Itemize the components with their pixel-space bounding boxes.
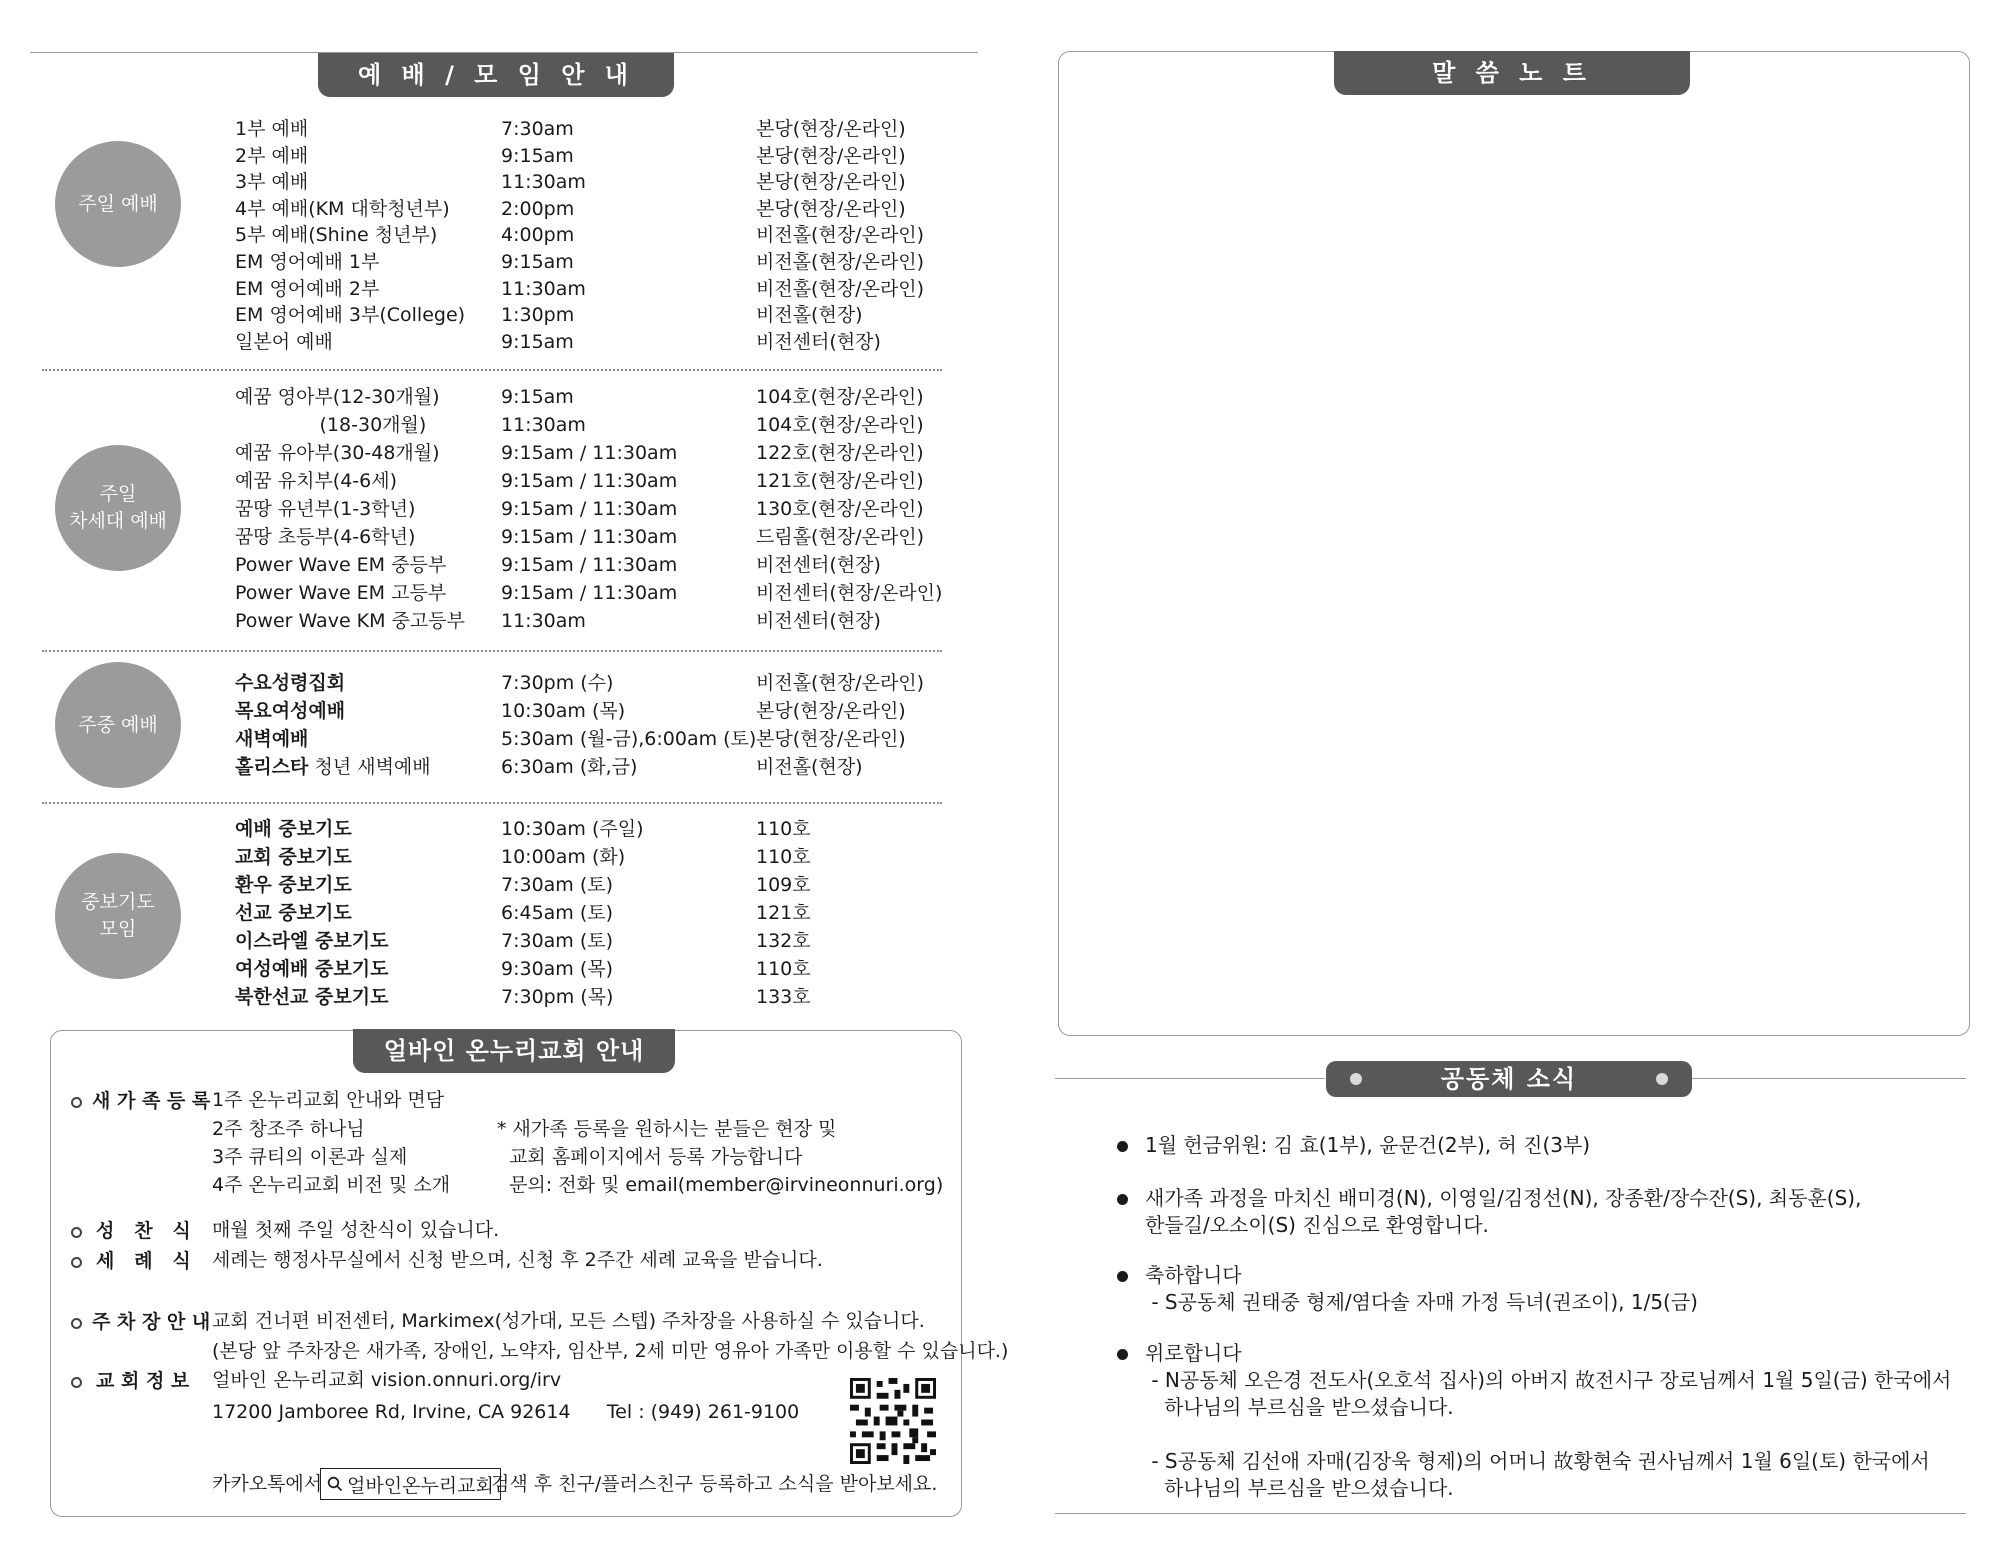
news-line: 하나님의 부르심을 받으셨습니다. — [1145, 1395, 1454, 1419]
community-news-title — [1326, 1061, 1692, 1097]
schedule-time: 9:15am / 11:30am — [501, 470, 678, 492]
schedule-name: 환우 중보기도 — [235, 874, 352, 896]
schedule-name: 북한선교 중보기도 — [235, 986, 389, 1008]
schedule-place: 본당(현장/온라인) — [756, 700, 906, 722]
section-label-sunday — [55, 141, 181, 267]
baptism-text: 세례는 행정사무실에서 신청 받으며, 신청 후 2주간 세례 교육을 받습니다. — [212, 1249, 823, 1271]
title-dot-right — [1656, 1073, 1668, 1085]
schedule-time: 7:30am — [501, 118, 574, 140]
divider-1 — [42, 369, 942, 371]
schedule-place: 드림홀(현장/온라인) — [756, 526, 925, 548]
schedule-place: 본당(현장/온라인) — [756, 728, 906, 750]
schedule-place: 비전홀(현장/온라인) — [756, 251, 925, 273]
schedule-name: 일본어 예배 — [235, 330, 333, 353]
schedule-time: 11:30am — [501, 414, 586, 436]
schedule-time: 11:30am — [501, 610, 586, 632]
bullet-communion — [71, 1227, 82, 1238]
schedule-place: 본당(현장/온라인) — [756, 144, 906, 167]
bullet-baptism — [71, 1257, 82, 1268]
schedule-name: 2부 예배 — [235, 144, 309, 167]
section-label-midweek — [55, 662, 181, 788]
schedule-time: 4:00pm — [501, 224, 575, 247]
kakao-prefix: 카카오톡에서 — [212, 1473, 323, 1495]
parking-line-2: (본당 앞 주차장은 새가족, 장애인, 노약자, 임산부, 2세 미만 영유아 가족만 이용할 수 있습니다.) — [212, 1340, 1009, 1362]
schedule-time: 7:30pm (목) — [501, 986, 614, 1008]
schedule-name-wrap — [235, 754, 431, 780]
newfamily-note-1: * 새가족 등록을 원하시는 분들은 현장 및 — [497, 1118, 837, 1140]
schedule-name: 예꿈 유아부(30-48개월) — [235, 442, 440, 464]
schedule-name: EM 영어예배 1부 — [235, 251, 380, 273]
schedule-time: 10:30am (주일) — [501, 818, 644, 840]
schedule-name: (18-30개월) — [235, 414, 427, 436]
sunday-label: 주일 예배 — [78, 192, 158, 215]
schedule-name: 꿈땅 초등부(4-6학년) — [235, 526, 416, 548]
schedule-place: 110호 — [756, 818, 811, 840]
schedule-name: 목요여성예배 — [235, 700, 346, 722]
worship-guide-title: 예 배 / 모 임 안 내 — [318, 53, 674, 97]
prayer-label-line1: 중보기도 — [81, 891, 155, 913]
parking-label: 주 차 장 안 내 — [92, 1311, 211, 1333]
schedule-name: 새벽예배 — [235, 728, 309, 750]
news-line: 새가족 과정을 마치신 배미경(N), 이영일/김정선(N), 장종환/장수잔(S), 최동훈(S), — [1145, 1186, 1862, 1210]
schedule-place: 104호(현장/온라인) — [756, 386, 924, 408]
schedule-name: 이스라엘 중보기도 — [235, 930, 389, 952]
church-line-2: 17200 Jamboree Rd, Irvine, CA 92614 Tel : (949) 261-9100 — [212, 1401, 800, 1423]
news-bullet — [1117, 1271, 1128, 1282]
schedule-name-rest: 청년 새벽예배 — [308, 756, 431, 778]
schedule-time: 9:15am / 11:30am — [501, 554, 678, 576]
schedule-time: 9:15am / 11:30am — [501, 442, 678, 464]
schedule-place: 비전홀(현장/온라인) — [756, 224, 925, 247]
schedule-place: 121호(현장/온라인) — [756, 470, 924, 492]
newfamily-note-2: 교회 홈페이지에서 등록 가능합니다 — [497, 1146, 803, 1168]
community-news-title-text: 공동체 소식 — [1440, 1065, 1578, 1093]
baptism-label: 세 례 식 — [96, 1250, 191, 1272]
schedule-time: 9:15am — [501, 330, 574, 353]
news-line: 축하합니다 — [1145, 1263, 1242, 1287]
schedule-name: 3부 예배 — [235, 171, 309, 194]
news-line: 1월 헌금위원: 김 효(1부), 윤문건(2부), 허 진(3부) — [1145, 1133, 1591, 1157]
schedule-time: 11:30am — [501, 171, 586, 194]
schedule-place: 본당(현장/온라인) — [756, 118, 906, 140]
midweek-label: 주중 예배 — [78, 713, 158, 736]
divider-3 — [42, 802, 942, 804]
schedule-place: 본당(현장/온라인) — [756, 171, 906, 194]
news-bullet — [1117, 1194, 1128, 1205]
schedule-name: 4부 예배(KM 대학청년부) — [235, 197, 450, 220]
schedule-name: 여성예배 중보기도 — [235, 958, 389, 980]
news-bullet — [1117, 1349, 1128, 1360]
schedule-time: 2:00pm — [501, 197, 575, 220]
schedule-name: Power Wave EM 고등부 — [235, 582, 447, 604]
bullet-church — [71, 1377, 82, 1388]
news-line: - N공동체 오은경 전도사(오호석 집사)의 아버지 故전시구 장로님께서 1월 5일(금) 한국에서 — [1145, 1368, 1952, 1392]
schedule-time: 10:30am (목) — [501, 700, 626, 722]
news-line: 한들길/오소이(S) 진심으로 환영합니다. — [1145, 1213, 1489, 1237]
schedule-time: 7:30am (토) — [501, 874, 614, 896]
church-label: 교 회 정 보 — [96, 1370, 190, 1392]
bullet-parking — [71, 1318, 82, 1329]
schedule-place: 104호(현장/온라인) — [756, 414, 924, 436]
schedule-time: 1:30pm — [501, 304, 575, 327]
schedule-time: 9:30am (목) — [501, 958, 614, 980]
communion-text: 매월 첫째 주일 성찬식이 있습니다. — [212, 1219, 500, 1241]
schedule-name: 예꿈 영아부(12-30개월) — [235, 386, 440, 408]
schedule-place: 비전센터(현장) — [756, 554, 881, 576]
schedule-time: 9:15am / 11:30am — [501, 526, 678, 548]
bullet-newfamily — [71, 1097, 82, 1108]
schedule-place: 122호(현장/온라인) — [756, 442, 924, 464]
kakao-search-box[interactable] — [320, 1468, 501, 1500]
newfamily-line-1: 1주 온누리교회 안내와 면담 — [212, 1089, 445, 1111]
sermon-notes-title: 말 씀 노 트 — [1334, 51, 1690, 95]
schedule-time: 9:15am / 11:30am — [501, 498, 678, 520]
church-line-1: 얼바인 온누리교회 vision.onnuri.org/irv — [212, 1369, 562, 1391]
title-dot-left — [1350, 1073, 1362, 1085]
news-line: - S공동체 김선애 자매(김장욱 형제)의 어머니 故황현숙 권사님께서 1월 6일(토) 한국에서 — [1145, 1449, 1930, 1473]
newfamily-label: 새 가 족 등 록 — [92, 1090, 211, 1112]
schedule-name: EM 영어예배 2부 — [235, 277, 380, 300]
schedule-place: 132호 — [756, 930, 811, 952]
search-icon — [327, 1476, 343, 1492]
schedule-name: 꿈땅 유년부(1-3학년) — [235, 498, 416, 520]
schedule-place: 비전홀(현장/온라인) — [756, 277, 925, 300]
section-label-nextgen — [55, 445, 181, 571]
news-bullet — [1117, 1141, 1128, 1152]
schedule-place: 109호 — [756, 874, 811, 896]
schedule-place: 비전센터(현장/온라인) — [756, 582, 943, 604]
schedule-name: 1부 예배 — [235, 118, 309, 140]
schedule-name: 수요성령집회 — [235, 672, 346, 694]
schedule-name: 홀리스타 — [235, 756, 309, 778]
news-line: - S공동체 권태중 형제/염다솔 자매 가정 득녀(권조이), 1/5(금) — [1145, 1290, 1698, 1314]
schedule-place: 121호 — [756, 902, 811, 924]
newfamily-line-3: 3주 큐티의 이론과 실제 — [212, 1146, 408, 1168]
schedule-name: 예꿈 유치부(4-6세) — [235, 470, 398, 492]
schedule-place: 본당(현장/온라인) — [756, 197, 906, 220]
schedule-name: Power Wave KM 중고등부 — [235, 610, 465, 632]
divider-2 — [42, 650, 942, 652]
nextgen-label-line2: 차세대 예배 — [69, 510, 167, 532]
schedule-place: 비전센터(현장) — [756, 610, 881, 632]
schedule-place: 비전홀(현장) — [756, 304, 863, 327]
schedule-time: 5:30am (월-금),6:00am (토) — [501, 728, 757, 750]
schedule-name: 5부 예배(Shine 청년부) — [235, 224, 438, 247]
communion-label: 성 찬 식 — [96, 1220, 191, 1242]
schedule-time: 7:30pm (수) — [501, 672, 614, 694]
schedule-name: Power Wave EM 중등부 — [235, 554, 447, 576]
news-rule-right — [1690, 1078, 1966, 1079]
schedule-place: 비전홀(현장/온라인) — [756, 672, 925, 694]
prayer-label-line2: 모임 — [99, 918, 137, 940]
newfamily-note-3: 문의: 전화 및 email(member@irvineonnuri.org) — [497, 1174, 944, 1196]
schedule-name: 선교 중보기도 — [235, 902, 352, 924]
kakao-search-text: 얼바인온누리교회 — [347, 1474, 494, 1497]
schedule-time: 11:30am — [501, 277, 586, 300]
news-line: 위로합니다 — [1145, 1341, 1242, 1365]
schedule-place: 133호 — [756, 986, 811, 1008]
schedule-name: 예배 중보기도 — [235, 818, 352, 840]
news-rule-left — [1055, 1078, 1325, 1079]
sermon-notes-box[interactable] — [1058, 51, 1970, 1036]
schedule-place: 비전센터(현장) — [756, 330, 881, 353]
schedule-time: 7:30am (토) — [501, 930, 614, 952]
schedule-time: 6:45am (토) — [501, 902, 614, 924]
section-label-prayer — [55, 853, 181, 979]
schedule-place: 비전홀(현장) — [756, 756, 863, 778]
news-line: 하나님의 부르심을 받으셨습니다. — [1145, 1476, 1454, 1500]
schedule-place: 130호(현장/온라인) — [756, 498, 924, 520]
schedule-time: 9:15am — [501, 144, 574, 167]
schedule-place: 110호 — [756, 846, 811, 868]
newfamily-line-4: 4주 온누리교회 비전 및 소개 — [212, 1174, 451, 1196]
newfamily-line-2: 2주 창조주 하나님 — [212, 1118, 365, 1140]
schedule-time: 6:30am (화,금) — [501, 756, 638, 778]
schedule-name: 교회 중보기도 — [235, 846, 352, 868]
schedule-name: EM 영어예배 3부(College) — [235, 304, 466, 327]
qr-code-icon — [850, 1378, 936, 1464]
schedule-time: 9:15am / 11:30am — [501, 582, 678, 604]
schedule-time: 9:15am — [501, 251, 574, 273]
bottom-rule — [1055, 1513, 1966, 1514]
kakao-suffix: 검색 후 친구/플러스친구 등록하고 소식을 받아보세요. — [491, 1473, 938, 1495]
schedule-time: 10:00am (화) — [501, 846, 626, 868]
nextgen-label-line1: 주일 — [99, 483, 137, 505]
schedule-time: 9:15am — [501, 386, 574, 408]
schedule-place: 110호 — [756, 958, 811, 980]
parking-line-1: 교회 건너편 비전센터, Markimex(성가대, 모든 스텝) 주차장을 사용하실 수 있습니다. — [212, 1310, 925, 1332]
church-info-title: 얼바인 온누리교회 안내 — [353, 1029, 675, 1073]
